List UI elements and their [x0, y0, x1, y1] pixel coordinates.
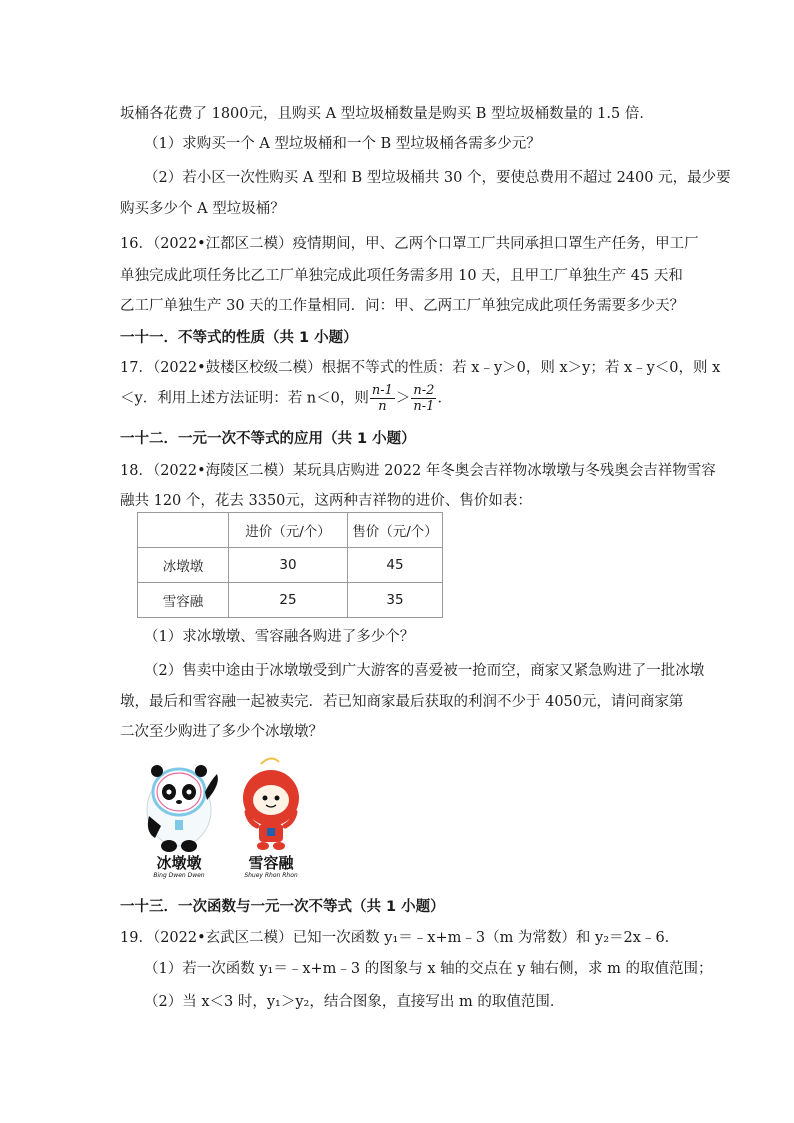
table-header-row — [138, 513, 443, 548]
table-header-cell: 售价（元/个） — [348, 513, 443, 548]
panda-mascot-icon — [147, 765, 218, 852]
table-row — [138, 548, 443, 583]
section-heading-11: 一十一．不等式的性质（共 1 小题） — [120, 330, 358, 346]
problem-17-line: 17．（2022•鼓楼区校级二模）根据不等式的性质：若 x﹣y＞0，则 x＞y；若 x﹣y＜0，则 x — [120, 360, 721, 376]
price-table — [137, 512, 443, 618]
text-line: （2）当 x＜3 时，y₁＞y₂，结合图象，直接写出 m 的取值范围． — [144, 994, 565, 1010]
table-cell: 冰墩墩 — [138, 548, 229, 583]
text-line: 融共 120 个，花去 3350元，这两种吉祥物的进价、售价如表： — [120, 493, 532, 509]
mascots-illustration — [135, 752, 325, 880]
mascot-sub-left: Bing Dwen Dwen — [153, 872, 205, 879]
fraction-numerator: n-2 — [413, 383, 435, 398]
table-header-cell — [138, 513, 229, 548]
mascot-sub-right: Shuey Rhon Rhon — [244, 872, 298, 879]
text-line: （2）若小区一次性购买 A 型和 B 型垃圾桶共 30 个，要使总费用不超过 2400 元，最少要 — [144, 170, 731, 186]
table-cell: 45 — [348, 548, 443, 583]
lantern-mascot-icon — [243, 758, 299, 850]
fraction-denominator: n — [378, 399, 387, 414]
section-heading-12: 一十二．一元一次不等式的应用（共 1 小题） — [120, 431, 416, 447]
text-line: 坂桶各花费了 1800元，且购买 A 型垃圾桶数量是购买 B 型垃圾桶数量的 1.5 倍． — [120, 106, 654, 122]
text-line: 购买多少个 A 型垃圾桶？ — [120, 201, 285, 217]
table-cell: 35 — [348, 583, 443, 618]
greater-than-sign: ＞ — [395, 390, 411, 407]
text-line: 二次至少购进了多少个冰墩墩？ — [120, 724, 323, 740]
text-line: （1）求购买一个 A 型垃圾桶和一个 B 型垃圾桶各需多少元？ — [144, 136, 541, 152]
text-line: （1）求冰墩墩、雪容融各购进了多少个？ — [144, 629, 415, 645]
table-cell: 雪容融 — [138, 583, 229, 618]
fraction-1 — [370, 383, 395, 414]
text-line: （1）若一次函数 y₁＝﹣x+m﹣3 的图象与 x 轴的交点在 y 轴右侧，求 m 的取值范围； — [144, 961, 713, 977]
problem-18-line: 18．（2022•海陵区二模）某玩具店购进 2022 年冬奥会吉祥物冰墩墩与冬残奥会吉祥物雪容 — [120, 463, 716, 479]
fraction-denominator: n-1 — [413, 399, 435, 414]
text-line: 墩，最后和雪容融一起被卖完．若已知商家最后获取的利润不少于 4050元，请问商家第 — [120, 694, 684, 710]
text-line-with-fractions — [120, 383, 452, 414]
table-header-cell: 进价（元/个） — [229, 513, 348, 548]
text-line: 乙工厂单独生产 30 天的工作量相同．问：甲、乙两工厂单独完成此项任务需要多少天？ — [120, 298, 685, 314]
problem-19-line: 19．（2022•玄武区二模）已知一次函数 y₁＝﹣x+m﹣3（m 为常数）和 y₂＝2x﹣6． — [120, 930, 680, 946]
problem-16-line: 16．（2022•江都区二模）疫情期间，甲、乙两个口罩工厂共同承担口罩生产任务，甲工厂 — [120, 236, 699, 252]
fraction-2 — [411, 383, 436, 414]
mascot-name-left: 冰墩墩 — [156, 854, 202, 872]
table-cell: 30 — [229, 548, 348, 583]
section-heading-13: 一十三．一次函数与一元一次不等式（共 1 小题） — [120, 899, 445, 915]
fraction-numerator: n-1 — [371, 383, 393, 398]
text-segment: ． — [437, 390, 452, 407]
text-line: （2）售卖中途由于冰墩墩受到广大游客的喜爱被一抢而空，商家又紧急购进了一批冰墩 — [144, 663, 705, 679]
text-line: 单独完成此项任务比乙工厂单独完成此项任务需多用 10 天，且甲工厂单独生产 45 天和 — [120, 268, 683, 284]
text-segment: ＜y．利用上述方法证明：若 n＜0，则 — [120, 390, 369, 407]
table-cell: 25 — [229, 583, 348, 618]
mascot-name-right: 雪容融 — [248, 854, 294, 872]
table-row — [138, 583, 443, 618]
